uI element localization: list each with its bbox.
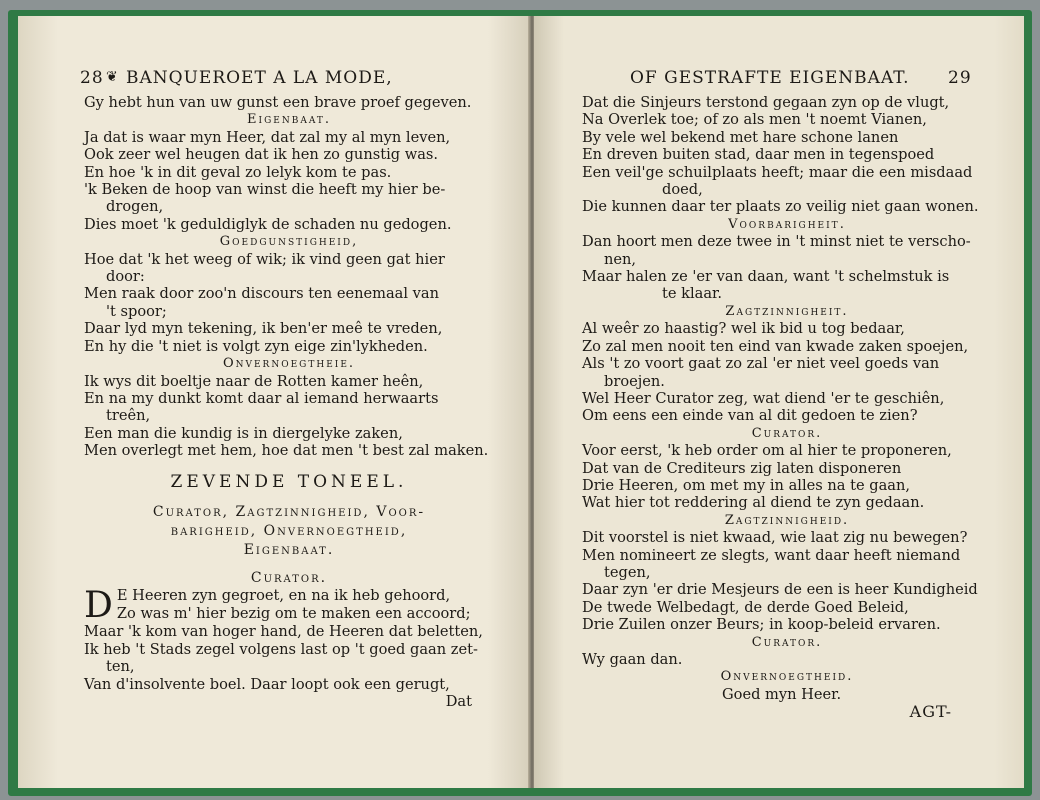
text-line: Die kunnen daar ter plaats zo veilig niet gaan wonen. xyxy=(582,198,979,216)
speaker-name: Onvernoegtheie. xyxy=(222,356,356,372)
text-line: E Heeren zyn gegroet, en na ik heb gehoord, xyxy=(116,587,451,605)
text-line-continuation: treên, xyxy=(106,407,151,425)
right-running-title: OF GESTRAFTE EIGENBAAT. xyxy=(630,68,910,88)
left-page xyxy=(18,16,530,788)
right-page-header xyxy=(534,16,1024,88)
text-line-continuation: ten, xyxy=(106,658,135,676)
text-line: De twede Welbedagt, de derde Goed Beleid, xyxy=(582,598,909,616)
text-line: Goed myn Heer. xyxy=(722,685,842,703)
text-line: Zo was m' hier bezig om te maken een accoord; xyxy=(116,604,471,622)
text-line: Maar 'k kom van hoger hand, de Heeren dat beletten, xyxy=(84,623,483,641)
cast-line: barigheid, Onvernoegtheid, xyxy=(170,522,408,539)
text-line: Daar lyd myn tekening, ik ben'er meê te vreden, xyxy=(84,320,443,338)
text-line: Wat hier tot reddering al diend te zyn gedaan. xyxy=(582,494,925,512)
text-line: Als 't zo voort gaat zo zal 'er niet veel goeds van xyxy=(582,355,940,373)
text-line: En hy die 't niet is volgt zyn eige zin'lykheden. xyxy=(84,337,428,355)
opening-speech xyxy=(84,585,494,627)
text-line: Ik wys dit boeltje naar de Rotten kamer heên, xyxy=(84,372,424,390)
drop-cap: D xyxy=(84,585,113,627)
text-line: Wel Heer Curator zeg, wat diend 'er te geschiên, xyxy=(582,389,945,407)
text-line: Ook zeer wel heugen dat ik hen zo gunstig was. xyxy=(84,146,439,164)
text-line: 'k Beken de hoop van winst die heeft my hier be- xyxy=(84,181,446,199)
speaker-name: Zagtzinnigheid. xyxy=(724,512,850,528)
speaker-name: Eigenbaat. xyxy=(247,112,331,128)
text-line-continuation: tegen, xyxy=(604,563,651,581)
cast-line: Curator, Zagtzinnigheid, Voor- xyxy=(152,503,426,520)
text-line: En hoe 'k in dit geval zo lelyk kom te pas. xyxy=(84,163,392,181)
speaker-name: Onvernoegtheid. xyxy=(720,669,854,685)
text-line: Dit voorstel is niet kwaad, wie laat zig nu bewegen? xyxy=(582,529,968,547)
text-line: Dat van de Crediteurs zig laten disponeren xyxy=(582,459,902,477)
ornament-icon: ❦ xyxy=(106,69,119,85)
left-running-title: BANQUEROET A LA MODE, xyxy=(126,68,393,88)
left-page-number: 28 xyxy=(80,68,104,88)
text-line: Maar halen ze 'er van daan, want 't schelmstuk is xyxy=(582,268,950,286)
left-page-text xyxy=(84,94,494,710)
right-page-number: 29 xyxy=(948,68,972,88)
text-line: Dies moet 'k geduldiglyk de schaden nu gedogen. xyxy=(84,215,452,233)
text-line-continuation: drogen, xyxy=(106,198,164,216)
catchword: Dat xyxy=(445,692,472,710)
text-line: Van d'insolvente boel. Daar loopt ook een gerugt, xyxy=(84,675,450,693)
text-line: Na Overlek toe; of zo als men 't noemt Vianen, xyxy=(582,111,927,129)
speaker-name: Goedgunstigheid, xyxy=(219,234,359,250)
text-line: Ik heb 't Stads zegel volgens last op 't goed gaan zet- xyxy=(84,640,478,658)
text-line: Dan hoort men deze twee in 't minst niet te verscho- xyxy=(582,233,971,251)
cast-line: Eigenbaat. xyxy=(243,541,335,558)
text-line: Men raak door zoo'n discours ten eenemaal van xyxy=(84,285,440,303)
text-line-continuation: doed, xyxy=(662,181,703,199)
speaker-name: Curator. xyxy=(250,569,328,586)
scene-title: ZEVENDE TONEEL. xyxy=(170,471,408,492)
right-page-text xyxy=(582,94,992,721)
left-page-header xyxy=(18,16,530,88)
text-line: Een veil'ge schuilplaats heeft; maar die een misdaad xyxy=(582,163,973,181)
speaker-name: Curator. xyxy=(751,425,823,441)
cast-list xyxy=(84,503,494,560)
text-line: Ja dat is waar myn Heer, dat zal my al myn leven, xyxy=(84,128,451,146)
speaker-name: Voorbarigheit. xyxy=(728,216,846,232)
text-line: Dat die Sinjeurs terstond gegaan zyn op de vlugt, xyxy=(582,94,950,111)
text-line: Hoe dat 'k het weeg of wik; ik vind geen gat hier xyxy=(84,250,445,268)
text-line: En dreven buiten stad, daar men in tegenspoed xyxy=(582,146,935,164)
text-line: Zo zal men nooit ten eind van kwade zaken spoejen, xyxy=(582,337,969,355)
text-line: Om eens een einde van al dit gedoen te zien? xyxy=(582,407,918,425)
speaker-name: Curator. xyxy=(751,634,823,650)
text-line-continuation: door: xyxy=(106,268,145,286)
text-line: Drie Zuilen onzer Beurs; in koop-beleid ervaren. xyxy=(582,616,941,634)
text-line: Men nomineert ze slegts, want daar heeft niemand xyxy=(582,546,961,564)
catchword: AGT- xyxy=(909,702,952,722)
text-line: En na my dunkt komt daar al iemand herwaarts xyxy=(84,389,439,407)
text-line-continuation: broejen. xyxy=(604,372,665,390)
text-line: Gy hebt hun van uw gunst een brave proef gegeven. xyxy=(84,94,472,111)
text-line: Men overlegt met hem, hoe dat men 't best zal maken. xyxy=(84,442,489,460)
text-line-continuation: nen, xyxy=(604,250,637,268)
text-line: Wy gaan dan. xyxy=(582,651,683,668)
text-line: Voor eerst, 'k heb order om al hier te proponeren, xyxy=(582,442,952,460)
text-line: Daar zyn 'er drie Mesjeurs de een is heer Kundigheid xyxy=(582,581,978,599)
text-line-continuation: te klaar. xyxy=(662,285,723,303)
text-line: Drie Heeren, om met my in alles na te gaan, xyxy=(582,476,911,494)
right-page xyxy=(534,16,1024,788)
text-line-continuation: 't spoor; xyxy=(106,302,167,320)
text-line: By vele wel bekend met hare schone lanen xyxy=(582,128,899,146)
text-line: Een man die kundig is in diergelyke zaken, xyxy=(84,424,403,442)
speaker-name: Zagtzinnigheit. xyxy=(725,303,849,319)
text-line: Al weêr zo haastig? wel ik bid u tog bedaar, xyxy=(582,320,905,338)
